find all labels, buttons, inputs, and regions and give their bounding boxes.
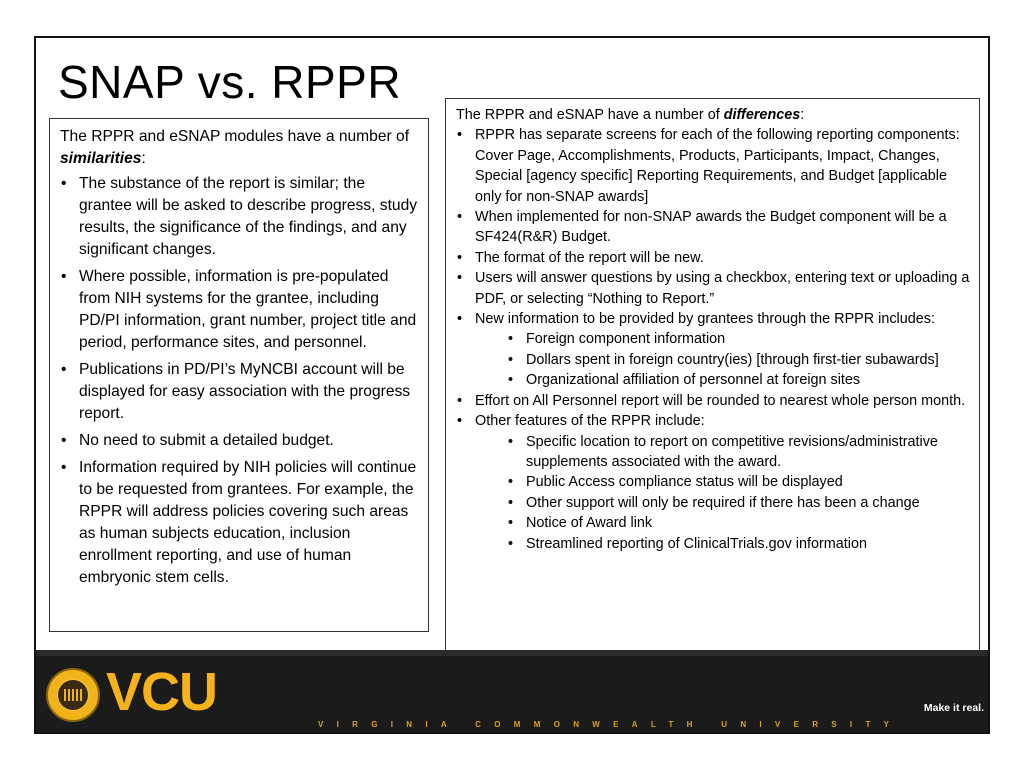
- slide: [34, 36, 990, 734]
- list-item: • Users will answer questions by using a checkbox, entering text or uploading a PDF, or selecting “Nothing to Report.”: [456, 268, 971, 309]
- footer-divider: [36, 650, 988, 656]
- similarities-box: [49, 118, 429, 632]
- list-item: • RPPR has separate screens for each of the following reporting components: Cover Page, Accomplishments, Products, Participants, Impact, Changes, Special [agency specific] Reporting Requirements, and Budget [applicable only for non-SNAP awards]: [456, 125, 971, 207]
- sub-list-item: • Other support will only be required if there has been a change: [456, 493, 971, 513]
- list-item: • No need to submit a detailed budget.: [60, 430, 420, 452]
- vcu-footer: [36, 650, 988, 734]
- other-features-sublist: [456, 432, 971, 554]
- tagline: Make it real.: [923, 702, 984, 714]
- differences-intro-text: The RPPR and eSNAP have a number of: [456, 107, 724, 123]
- similarities-intro-colon: :: [141, 150, 146, 167]
- differences-list: [456, 125, 971, 329]
- sub-list-item: • Dollars spent in foreign country(ies) [through first-tier subawards]: [456, 350, 971, 370]
- sub-list-item: • Specific location to report on competitive revisions/administrative supplements associated with the award.: [456, 432, 971, 473]
- list-item: • Other features of the RPPR include:: [456, 411, 971, 431]
- differences-intro: [456, 105, 971, 125]
- differences-list-continued: [456, 391, 971, 432]
- similarities-intro: [60, 126, 420, 170]
- seal-columns: [64, 689, 82, 701]
- vcu-logo: VCU: [106, 662, 218, 722]
- university-seal-icon: [46, 668, 100, 722]
- sub-list-item: • Notice of Award link: [456, 513, 971, 533]
- new-info-sublist: [456, 329, 971, 390]
- list-item: • Where possible, information is pre-populated from NIH systems for the grantee, including PD/PI information, grant number, project title and period, performance sites, and personnel.: [60, 266, 420, 354]
- list-item: • New information to be provided by grantees through the RPPR includes:: [456, 309, 971, 329]
- list-item: • Information required by NIH policies will continue to be requested from grantees. For example, the RPPR will address policies covering such areas as human subjects education, inclusion enrollment reporting, and use of human embryonic stem cells.: [60, 457, 420, 589]
- seal-center: [57, 679, 89, 711]
- list-item: • The substance of the report is similar; the grantee will be asked to describe progress, study results, the significance of the findings, and any significant changes.: [60, 173, 420, 261]
- similarities-emphasis: similarities: [60, 150, 142, 167]
- list-item: • Effort on All Personnel report will be rounded to nearest whole person month.: [456, 391, 971, 411]
- slide-title: SNAP vs. RPPR: [58, 56, 402, 108]
- list-item: • Publications in PD/PI’s MyNCBI account will be displayed for easy association with the progress report.: [60, 359, 420, 425]
- sub-list-item: • Organizational affiliation of personnel at foreign sites: [456, 370, 971, 390]
- sub-list-item: • Public Access compliance status will be displayed: [456, 472, 971, 492]
- sub-list-item: • Foreign component information: [456, 329, 971, 349]
- differences-emphasis: differences: [723, 107, 801, 123]
- university-name: VIRGINIA COMMONWEALTH UNIVERSITY: [318, 720, 903, 729]
- differences-intro-colon: :: [800, 107, 805, 123]
- similarities-intro-text: The RPPR and eSNAP modules have a number of: [60, 128, 410, 145]
- differences-box: [445, 98, 980, 666]
- list-item: • The format of the report will be new.: [456, 248, 971, 268]
- sub-list-item: • Streamlined reporting of ClinicalTrials.gov information: [456, 534, 971, 554]
- list-item: • When implemented for non-SNAP awards the Budget component will be a SF424(R&R) Budget.: [456, 207, 971, 248]
- similarities-list: [60, 173, 420, 589]
